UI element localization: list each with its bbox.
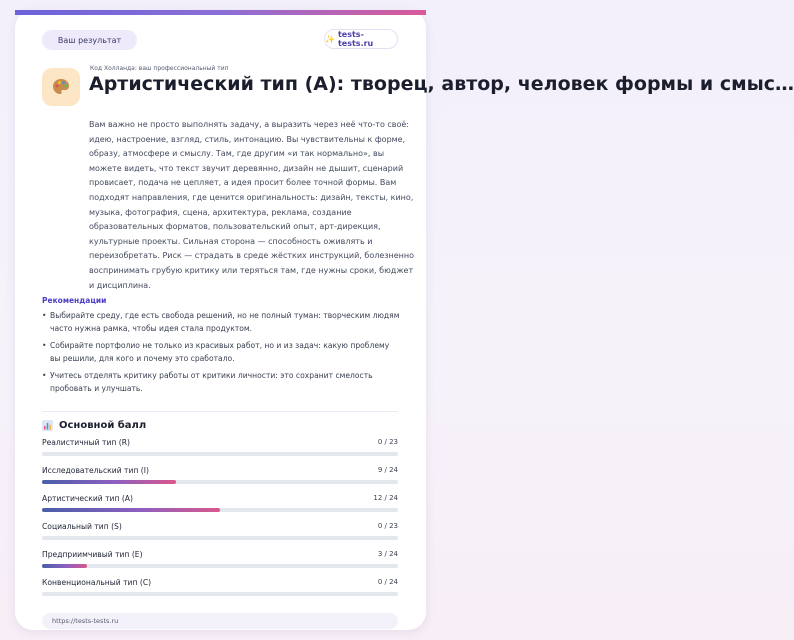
score-bar-track — [42, 564, 398, 568]
score-row — [42, 438, 398, 458]
score-bar-fill — [42, 508, 220, 512]
site-link-label: tests-tests.ru — [337, 30, 374, 48]
result-subtitle: Код Холланда: ваш профессиональный тип — [90, 65, 229, 72]
site-link[interactable] — [324, 29, 398, 49]
score-row-label: Предприимчивый тип (E) — [42, 550, 143, 559]
score-row-label: Исследовательский тип (I) — [42, 466, 149, 475]
score-row-label: Социальный тип (S) — [42, 522, 122, 531]
score-row-label: Конвенциональный тип (C) — [42, 578, 152, 587]
top-accent-bar — [15, 10, 426, 15]
score-bar-track — [42, 480, 398, 484]
score-row-value: 12 / 24 — [373, 494, 398, 502]
palette-icon — [42, 68, 80, 106]
result-badge — [42, 30, 137, 50]
footer-url-bar[interactable] — [42, 613, 398, 629]
score-row-value: 0 / 23 — [377, 522, 398, 530]
score-row-value: 0 / 24 — [377, 578, 398, 586]
score-row-label: Артистический тип (А) — [42, 494, 133, 503]
score-bar-fill — [42, 564, 87, 568]
score-bar-track — [42, 592, 398, 596]
scores-title: Основной балл — [59, 420, 147, 431]
score-row — [42, 550, 398, 570]
recommendations-title: Рекомендации — [42, 296, 107, 305]
score-row-value: 0 / 23 — [377, 438, 398, 446]
recommendation-item: • Собирайте портфолио не только из красивых работ, но и из задач: какую проблему вы решили, для кого и почему это сработало. — [42, 339, 402, 365]
recommendation-item: • Учитесь отделять критику работы от критики личности: это сохранит смелость пробовать и улучшать. — [42, 369, 402, 395]
score-row — [42, 494, 398, 514]
result-card — [15, 10, 794, 630]
result-badge-label: Ваш результат — [57, 35, 122, 45]
recommendations-list — [42, 309, 402, 399]
score-row — [42, 578, 398, 598]
score-row — [42, 522, 398, 542]
score-row-label: Реалистичный тип (R) — [42, 438, 130, 447]
result-title: Артистический тип (А): творец, автор, человек формы и смыс… — [89, 73, 794, 95]
score-bar-track — [42, 452, 398, 456]
score-bar-track — [42, 536, 398, 540]
divider — [42, 411, 398, 412]
score-row-value: 3 / 24 — [377, 550, 398, 558]
scores-header — [42, 420, 146, 431]
score-bar-track — [42, 508, 398, 512]
score-row-value: 9 / 24 — [377, 466, 398, 474]
result-description: Вам важно не просто выполнять задачу, а выразить через неё что-то своё: идею, настроение, взгляд, стиль, интонацию. Вы чувствительны к форме, образу, атмосфере и смыслу. Там, где другим «и так нормально», вы можете видеть, что текст звучит деревянно, дизайн не дышит, сценарий провисает, подача не цепляет, а идея просит более точной формы. Вам подходят направления, где ценится оригинальность: дизайн, тексты, кино, музыка, фотография, сцена, архитектура, реклама, создание образовательных форматов, пользовательский опыт, арт-дирекция, культурные проекты. Сильная сторона — способность оживлять и переизобретать. Риск — страдать в среде жёстких инструкций, болезненно воспринимать грубую критику или теряться там, где нужны сроки, бюджет и дисциплина. — [89, 120, 415, 290]
recommendation-item: • Выбирайте среду, где есть свобода решений, но не полный туман: творческим людям часто нужна рамка, чтобы идея стала продуктом. — [42, 309, 402, 335]
footer-url: https://tests-tests.ru — [52, 617, 119, 625]
score-row — [42, 466, 398, 486]
bar-chart-icon — [42, 420, 53, 431]
score-bar-fill — [42, 480, 176, 484]
sparkle-icon: ✨ — [325, 34, 335, 44]
